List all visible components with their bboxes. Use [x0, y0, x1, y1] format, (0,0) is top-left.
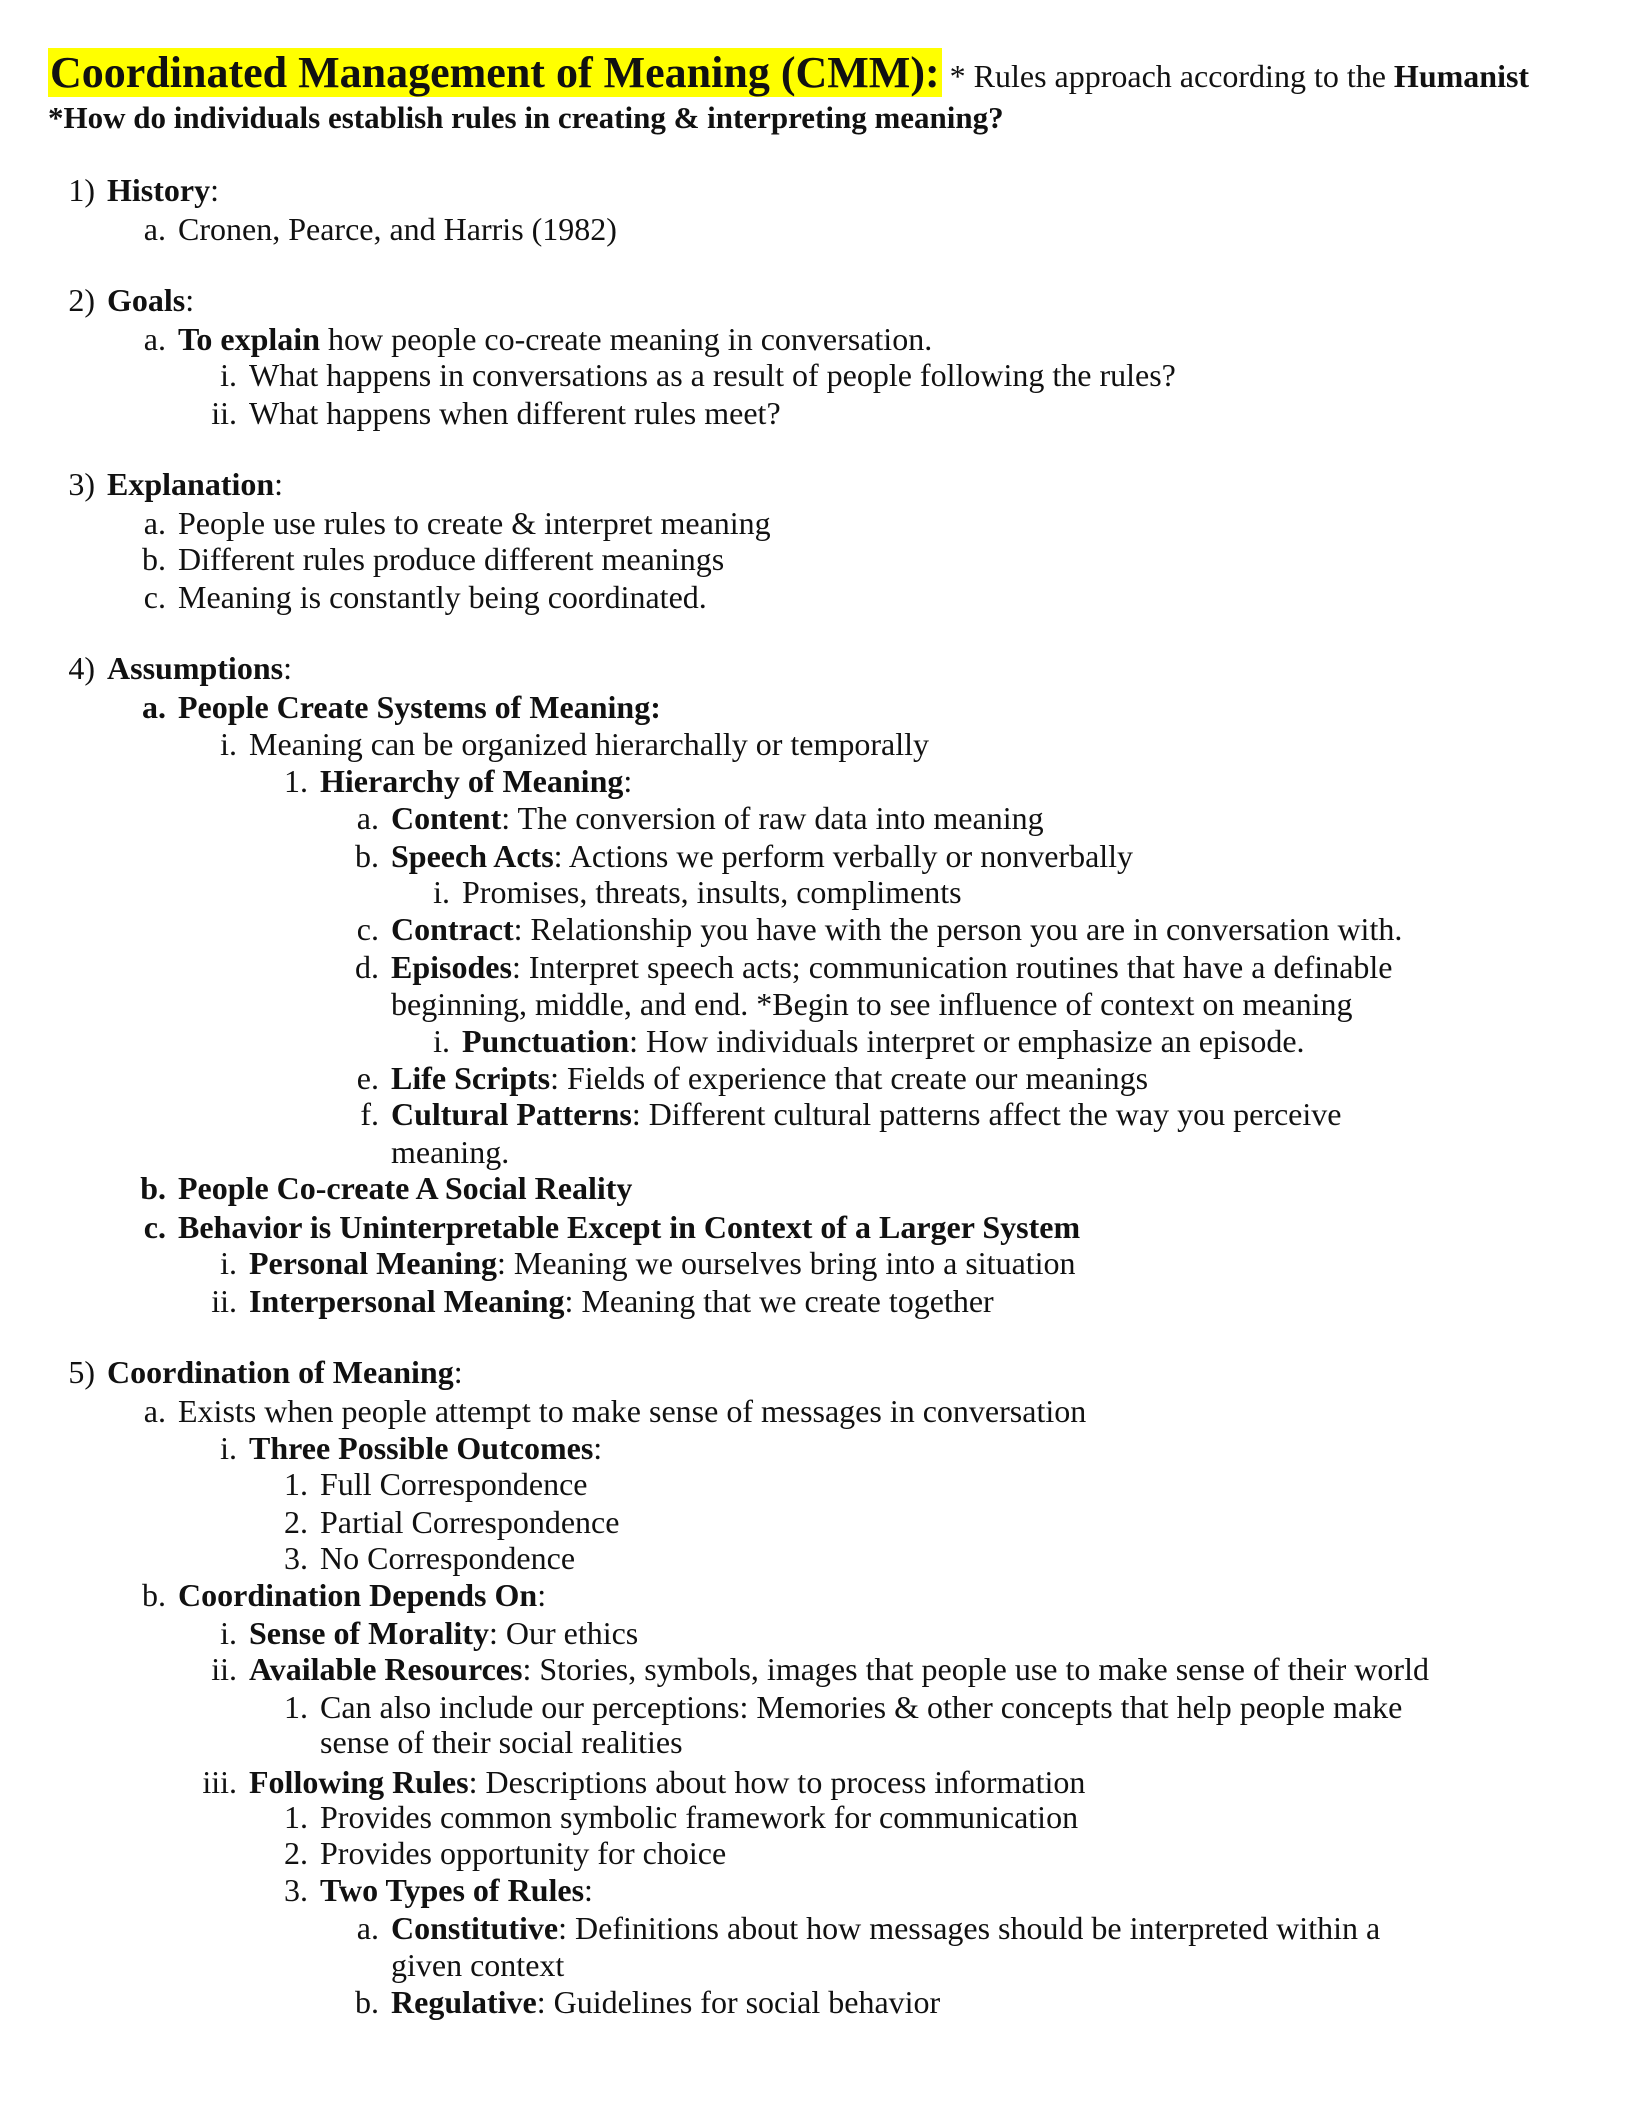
outline-line: [391, 986, 1353, 1022]
outline-marker: c.: [356, 911, 379, 947]
outline-marker: 3.: [284, 1872, 308, 1908]
outline-line: [391, 1060, 1148, 1096]
outline-marker: a.: [143, 505, 166, 541]
outline-text: :: [210, 172, 219, 208]
outline-text: : Different cultural patterns affect the way you perceive: [631, 1096, 1342, 1132]
outline-text: Promises, threats, insults, compliments: [462, 874, 962, 910]
outline-line: [178, 1577, 546, 1613]
outline-term: Sense of Morality: [249, 1615, 489, 1651]
outline-term: Goals: [107, 282, 186, 318]
title-note: [950, 58, 1529, 94]
outline-marker: i.: [220, 1430, 237, 1466]
outline-marker: f.: [360, 1096, 379, 1132]
outline-text: Exists when people attempt to make sense of messages in conversation: [178, 1393, 1087, 1429]
outline-marker: 2): [68, 282, 95, 318]
outline-line: [320, 1835, 726, 1871]
outline-text: : Fields of experience that create our meanings: [550, 1060, 1149, 1096]
outline-text: : The conversion of raw data into meaning: [501, 800, 1044, 836]
outline-line: [249, 357, 1176, 393]
outline-term: Two Types of Rules: [320, 1872, 585, 1908]
outline-marker: 1.: [284, 1689, 308, 1725]
outline-text: Cronen, Pearce, and Harris (1982): [178, 211, 617, 247]
outline-marker: 3): [68, 466, 95, 502]
outline-text: Partial Correspondence: [320, 1504, 620, 1540]
outline-term: Cultural Patterns: [391, 1096, 632, 1132]
outline-marker: 1.: [284, 1799, 308, 1835]
outline-marker: b.: [355, 838, 379, 874]
outline-marker: 4): [68, 650, 95, 686]
outline-text: : Our ethics: [488, 1615, 639, 1651]
outline-text: : How individuals interpret or emphasize an episode.: [629, 1023, 1305, 1059]
outline-marker: i.: [433, 874, 450, 910]
outline-line: [178, 541, 724, 577]
outline-marker: ii.: [211, 395, 237, 431]
outline-marker: a.: [143, 1393, 166, 1429]
outline-line: [391, 838, 1133, 874]
outline-marker: 5): [68, 1354, 95, 1390]
title-note-bold: Humanist: [1393, 58, 1530, 94]
outline-term: Coordination of Meaning: [107, 1354, 454, 1390]
outline-line: [178, 1170, 632, 1206]
outline-line: [320, 1504, 619, 1540]
outline-line: [320, 1540, 575, 1576]
outline-line: [320, 1872, 593, 1908]
outline-line: [178, 211, 617, 247]
outline-marker: a.: [143, 211, 166, 247]
outline-line: [249, 1615, 638, 1651]
outline-line: [178, 579, 707, 615]
outline-text: Full Correspondence: [320, 1466, 588, 1502]
outline-marker: i.: [220, 1245, 237, 1281]
outline-text: What happens when different rules meet?: [249, 395, 781, 431]
outline-marker: iii.: [202, 1764, 237, 1800]
outline-line: [249, 1245, 1076, 1281]
outline-text: Provides opportunity for choice: [320, 1835, 727, 1871]
outline-marker: 2.: [284, 1835, 308, 1871]
outline-marker: i.: [220, 726, 237, 762]
page-subtitle: *How do individuals establish rules in creating & interpreting meaning?: [48, 100, 1004, 135]
outline-line: [320, 1689, 1402, 1725]
outline-text: Different rules produce different meanings: [178, 541, 725, 577]
outline-line: [107, 650, 292, 686]
outline-term: Three Possible Outcomes: [249, 1430, 594, 1466]
outline-text: Provides common symbolic framework for communication: [320, 1799, 1079, 1835]
outline-marker: 2.: [284, 1504, 308, 1540]
outline-text: Meaning can be organized hierarchally or temporally: [249, 726, 930, 762]
outline-line: [320, 1724, 683, 1760]
outline-line: [391, 1096, 1341, 1132]
outline-term: Speech Acts: [391, 838, 554, 874]
outline-text: beginning, middle, and end. *Begin to see influence of context on meaning: [391, 986, 1353, 1022]
outline-marker: b.: [140, 1170, 166, 1206]
outline-line: [178, 505, 771, 541]
outline-text: : Meaning we ourselves bring into a situation: [496, 1245, 1076, 1281]
outline-marker: b.: [355, 1984, 379, 2020]
outline-line: [249, 1764, 1085, 1800]
outline-line: [391, 911, 1402, 947]
outline-text: : Meaning that we create together: [564, 1283, 994, 1319]
outline-text: : Descriptions about how to process information: [468, 1764, 1086, 1800]
outline-term: Content: [391, 800, 502, 836]
outline-line: [107, 1354, 463, 1390]
outline-text: : Guidelines for social behavior: [536, 1984, 941, 2020]
outline-term: To explain: [178, 321, 320, 357]
outline-text: :: [283, 650, 292, 686]
outline-marker: d.: [355, 949, 379, 985]
outline-term: History: [107, 172, 211, 208]
outline-marker: c.: [143, 579, 166, 615]
outline-text: People use rules to create & interpret meaning: [178, 505, 771, 541]
outline-text: :: [593, 1430, 603, 1466]
outline-marker: 3.: [284, 1540, 308, 1576]
outline-line: [178, 321, 932, 357]
outline-text: sense of their social realities: [320, 1724, 683, 1760]
outline-line: [320, 1466, 588, 1502]
outline-term: Behavior is Uninterpretable Except in Context of a Larger System: [178, 1209, 1081, 1245]
title-line: [48, 48, 1529, 101]
outline-text: Meaning is constantly being coordinated.: [178, 579, 707, 615]
outline-line: [107, 282, 194, 318]
outline-line: [391, 1134, 509, 1170]
outline-marker: e.: [356, 1060, 379, 1096]
outline-text: : Actions we perform verbally or nonverbally: [553, 838, 1134, 874]
outline-line: [249, 726, 929, 762]
outline-line: [178, 1209, 1080, 1245]
outline-text: :: [274, 466, 284, 502]
outline-marker: a.: [143, 321, 166, 357]
outline-term: Following Rules: [249, 1764, 469, 1800]
page-title: Coordinated Management of Meaning (CMM):: [50, 48, 940, 97]
outline-term: Life Scripts: [391, 1060, 551, 1096]
outline-text: Can also include our perceptions: Memories & other concepts that help people make: [320, 1689, 1403, 1725]
outline-term: Punctuation: [462, 1023, 630, 1059]
outline-marker: b.: [142, 1577, 166, 1613]
outline-line: [107, 172, 219, 208]
outline-term: People Co-create A Social Reality: [178, 1170, 633, 1206]
outline-term: Assumptions: [107, 650, 284, 686]
outline-term: Interpersonal Meaning: [249, 1283, 565, 1319]
outline-line: [178, 689, 661, 725]
outline-text: No Correspondence: [320, 1540, 576, 1576]
outline-marker: 1.: [284, 763, 308, 799]
outline-text: What happens in conversations as a result of people following the rules?: [249, 357, 1176, 393]
outline-text: :: [623, 763, 633, 799]
outline-text: :: [453, 1354, 463, 1390]
outline-term: Available Resources: [249, 1651, 523, 1687]
outline-term: Personal Meaning: [249, 1245, 497, 1281]
outline-marker: i.: [220, 357, 237, 393]
outline-term: Episodes: [391, 949, 512, 985]
outline-text: : Definitions about how messages should be interpreted within a: [558, 1910, 1381, 1946]
outline-marker: 1.: [284, 1466, 308, 1502]
outline-text: given context: [391, 1947, 565, 1983]
outline-line: [320, 763, 632, 799]
outline-text: : Stories, symbols, images that people use to make sense of their world: [522, 1651, 1429, 1687]
outline-text: : Interpret speech acts; communication routines that have a definable: [511, 949, 1393, 985]
outline-term: People Create Systems of Meaning:: [178, 689, 661, 725]
outline-line: [249, 1283, 994, 1319]
outline-line: [249, 1430, 602, 1466]
outline-text: how people co-create meaning in conversation.: [319, 321, 933, 357]
outline-text: :: [185, 282, 195, 318]
outline-line: [462, 874, 962, 910]
outline-marker: i.: [220, 1615, 237, 1651]
outline-text: :: [537, 1577, 547, 1613]
outline-line: [249, 395, 781, 431]
outline-term: Hierarchy of Meaning: [320, 763, 624, 799]
outline-line: [107, 466, 283, 502]
outline-marker: c.: [143, 1209, 166, 1245]
outline-marker: ii.: [211, 1651, 237, 1687]
outline-line: [462, 1023, 1305, 1059]
outline-term: Explanation: [107, 466, 275, 502]
outline-line: [391, 800, 1044, 836]
outline-marker: 1): [68, 172, 95, 208]
title-note-text: * Rules approach according to the: [949, 58, 1394, 94]
outline-line: [249, 1651, 1429, 1687]
outline-text: : Relationship you have with the person you are in conversation with.: [513, 911, 1403, 947]
outline-line: [391, 1910, 1380, 1946]
outline-text: :: [584, 1872, 593, 1908]
outline-marker: i.: [433, 1023, 450, 1059]
outline-marker: a.: [356, 800, 379, 836]
outline-line: [391, 1984, 940, 2020]
outline-term: Constitutive: [391, 1910, 559, 1946]
outline-marker: a.: [142, 689, 166, 725]
outline-line: [178, 1393, 1086, 1429]
outline-term: Regulative: [391, 1984, 537, 2020]
outline-line: [391, 949, 1392, 985]
outline-text: meaning.: [391, 1134, 510, 1170]
outline-term: Coordination Depends On: [178, 1577, 538, 1613]
outline-marker: ii.: [211, 1283, 237, 1319]
outline-line: [320, 1799, 1078, 1835]
outline-marker: a.: [356, 1910, 379, 1946]
outline-term: Contract: [391, 911, 514, 947]
outline-line: [391, 1947, 564, 1983]
outline-marker: b.: [142, 541, 166, 577]
